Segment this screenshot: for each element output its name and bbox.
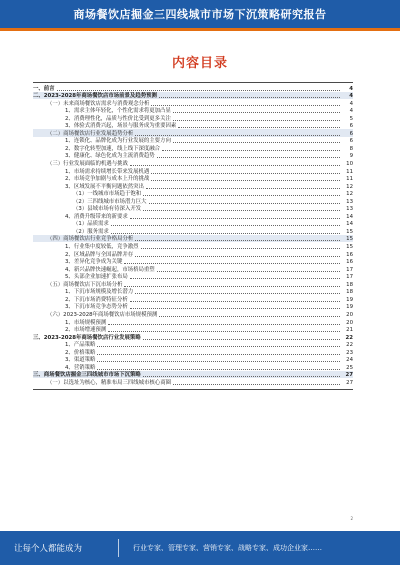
toc-entry[interactable] [33,175,353,183]
toc-entry-title: 2、下沉市场消费特征分析 [65,296,128,303]
toc-leader-dots [143,209,340,211]
toc-leader-dots [151,179,340,181]
toc-entry-page: 25 [346,364,353,371]
toc-entry-page: 9 [349,153,353,160]
toc-entry-page: 4 [349,85,353,92]
toc-leader-dots [97,345,340,347]
toc-entry-page: 16 [346,259,353,266]
toc-leader-dots [130,217,340,219]
toc-entry-title: 二、2023-2028年商场餐饮店市场前景及趋势预测 [33,93,157,100]
toc-entry-title: （1）品质需求 [73,221,109,228]
toc-leader-dots [135,255,340,257]
toc-entry-page: 27 [345,372,353,379]
toc-entry-page: 12 [346,183,353,190]
toc-entry-page: 6 [349,130,353,137]
toc-entry[interactable] [33,122,353,130]
toc-entry-page: 15 [346,244,353,251]
footer-divider [118,539,119,557]
toc-leader-dots [162,149,340,151]
toc-entry[interactable] [33,318,353,326]
toc-entry-title: 3、区域发展不平衡问题依然突出 [65,183,144,190]
toc-entry-page: 17 [346,266,353,273]
toc-entry[interactable] [33,220,353,228]
toc-leader-dots [173,383,340,385]
toc-entry-page: 13 [346,198,353,205]
footer-slogan: 让每个人都能成为 [14,544,83,554]
toc-entry-title: 3、差异化竞争成为关键 [65,259,123,266]
toc-entry[interactable] [33,129,353,137]
toc-entry[interactable] [33,250,353,258]
toc-entry[interactable] [33,235,353,243]
toc-entry-title: 2、消费理性化，品质与性价比受到更多关注 [65,115,171,122]
toc-entry-title: （二）商场餐饮店行业发展趋势分析 [47,130,134,137]
toc-entry[interactable] [33,378,353,386]
toc-entry-page: 12 [346,191,353,198]
toc-entry-title: 1、行业集中度较低，竞争激烈 [65,244,139,251]
toc-leader-dots [97,353,340,355]
toc-entry[interactable] [33,303,353,311]
page-heading: 内容目录 [171,56,228,71]
toc-entry-page: 4 [349,108,353,115]
toc-entry-page: 15 [346,228,353,235]
toc-entry-page: 27 [346,379,353,386]
toc-leader-dots [173,141,340,143]
footer-bar [0,531,400,565]
toc-entry-title: （三）行业发展面临的机遇与挑战 [47,161,128,168]
toc-leader-dots [143,194,340,196]
toc-leader-dots [130,277,340,279]
toc-entry-title: （2）服务需求 [73,228,109,235]
toc-leader-dots [159,315,340,317]
toc-bottom-rule [33,389,353,390]
toc-entry-page: 22 [346,342,353,349]
toc-entry-page: 22 [345,334,353,341]
toc-entry[interactable] [33,348,353,356]
toc-entry[interactable] [33,84,353,92]
toc-leader-dots [111,232,340,234]
toc-entry-page: 24 [346,357,353,364]
toc-leader-dots [124,262,340,264]
toc-entry-page: 23 [346,349,353,356]
toc-leader-dots [124,285,340,287]
toc-entry-page: 6 [349,138,353,145]
toc-entry-page: 20 [346,311,353,318]
toc-entry-title: 1、连锁化、品牌化成为行业发展的主要方向 [65,138,171,145]
toc-entry[interactable] [33,242,353,250]
toc-leader-dots [151,172,340,174]
toc-entry-title: 一、前言 [33,85,55,92]
toc-entry[interactable] [33,363,353,371]
toc-entry-page: 15 [346,236,353,243]
toc-entry[interactable] [33,295,353,303]
toc-entry-title: （六）2023-2028年商场餐饮店市场规模预测 [47,311,158,318]
toc-entry[interactable] [33,197,353,205]
toc-leader-dots [135,134,340,136]
toc-entry-page: 16 [346,251,353,258]
toc-entry-title: 三、商场餐饮店掘金三四线城市市场下沉策略 [33,372,141,379]
report-title: 商场餐饮店掘金三四线城市市场下沉策略研究报告 [73,8,327,21]
toc-entry-title: 5、头部企业加速扩张布局 [65,274,128,281]
toc-entry[interactable] [33,273,353,281]
toc-leader-dots [178,126,340,128]
toc-entry-title: （1）一线城市市场趋于饱和 [73,191,142,198]
toc-entry[interactable] [33,114,353,122]
toc-leader-dots [135,239,340,241]
toc-entry-title: 1、产品策略 [65,342,96,349]
toc-entry-title: （3）县域市场有待深入开发 [73,206,142,213]
toc-entry-page: 18 [346,289,353,296]
footer-tagline: 行业专家、管理专家、营销专家、战略专家、成功企业家…… [133,544,322,552]
toc-entry[interactable] [33,205,353,213]
toc-leader-dots [57,89,340,91]
toc-entry-page: 19 [346,296,353,303]
toc-entry-page: 5 [349,115,353,122]
toc-leader-dots [173,119,340,121]
toc-entry-title: 2、价格策略 [65,349,96,356]
toc-entry-title: 3、渠道策略 [65,357,96,364]
toc-leader-dots [141,247,340,249]
toc-entry-page: 11 [346,168,353,175]
toc-leader-dots [149,202,340,204]
toc-entry-title: 4、新兴品牌快速崛起，市场格局重塑 [65,266,155,273]
toc-entry-title: 2、市场竞争加剧与成本上升的挑战 [65,176,150,183]
toc-entry[interactable] [33,258,353,266]
toc-entry[interactable] [33,326,353,334]
toc-entry-page: 11 [346,176,353,183]
toc-entry-title: （五）商场餐饮店下沉市场分析 [47,281,123,288]
toc-leader-dots [173,111,340,113]
toc-entry[interactable] [33,333,353,341]
toc-entry-page: 18 [346,281,353,288]
toc-leader-dots [151,104,340,106]
toc-leader-dots [159,96,340,98]
toc-leader-dots [108,330,340,332]
toc-leader-dots [111,224,340,226]
toc-entry-title: 4、营销策略 [65,364,96,371]
toc-entry-title: 2、区域品牌与全国品牌并存 [65,251,134,258]
toc-leader-dots [108,323,340,325]
toc-entry[interactable] [33,107,353,115]
toc-entry-title: 3、下沉市场竞争态势分析 [65,304,128,311]
toc-leader-dots [157,156,340,158]
toc-entry-title: （一）未来商场餐饮店需求与消费观念分析 [47,100,150,107]
toc-entry-title: 1、下沉市场规模及增长潜力 [65,289,134,296]
toc-entry[interactable] [33,182,353,190]
toc-entry[interactable] [33,99,353,107]
toc-entry-page: 8 [349,145,353,152]
toc-entry-title: 4、消费升级带来的新要求 [65,213,128,220]
toc-entry-page: 14 [346,213,353,220]
toc-entry[interactable] [33,356,353,364]
toc-entry-title: （四）商场餐饮店行业竞争格局分析 [47,236,134,243]
toc-entry[interactable] [33,265,353,273]
toc-entry-page: 14 [346,221,353,228]
toc-entry[interactable] [33,92,353,100]
toc-leader-dots [143,338,340,340]
toc-leader-dots [143,375,340,377]
toc-entry[interactable] [33,227,353,235]
toc-entry-title: （一）以选址为核心，精准布局三四线城市核心商圈 [47,379,171,386]
toc-entry[interactable] [33,137,353,145]
toc-entry-title: 1、需求主体年轻化，个性化需求将更加凸显 [65,108,171,115]
toc-entry[interactable] [33,288,353,296]
toc-leader-dots [97,368,340,370]
toc-entry-title: 1、市场规模预测 [65,319,107,326]
toc-entry[interactable] [33,341,353,349]
toc-entry-page: 13 [346,206,353,213]
toc-entry-page: 4 [349,100,353,107]
toc-entry[interactable] [33,310,353,318]
toc-leader-dots [130,300,340,302]
table-of-contents [33,84,353,386]
toc-entry[interactable] [33,167,353,175]
toc-entry[interactable] [33,190,353,198]
toc-entry[interactable] [33,152,353,160]
page-number: 2 [350,516,353,521]
toc-entry-page: 21 [346,327,353,334]
toc-entry-title: 3、体验式消费兴起，场景与服务成为重要因素 [65,123,177,130]
toc-entry-title: 三、2023-2028年商场餐饮店行业发展策略 [33,334,141,341]
toc-entry-title: 2、市场增速预测 [65,327,107,334]
toc-entry-title: 2、数字化转型加速，线上线下深度融合 [65,145,161,152]
toc-top-rule [33,82,353,83]
toc-entry-title: 1、市场需求持续增长带来发展机遇 [65,168,150,175]
toc-entry[interactable] [33,212,353,220]
toc-entry-title: 3、健康化、绿色化成为主流消费趋势 [65,153,155,160]
toc-entry[interactable] [33,144,353,152]
toc-entry-page: 20 [346,319,353,326]
toc-leader-dots [135,292,340,294]
toc-entry-page: 10 [346,161,353,168]
report-header-bar [0,0,400,31]
toc-leader-dots [130,307,340,309]
toc-leader-dots [157,270,340,272]
toc-leader-dots [97,360,340,362]
toc-entry-page: 4 [349,93,353,100]
toc-entry-page: 6 [349,123,353,130]
toc-entry[interactable] [33,371,353,379]
toc-entry[interactable] [33,280,353,288]
toc-entry[interactable] [33,159,353,167]
toc-entry-page: 17 [346,274,353,281]
toc-leader-dots [130,164,340,166]
toc-entry-title: （2）三四线城市市场潜力巨大 [73,198,147,205]
toc-entry-page: 19 [346,304,353,311]
toc-leader-dots [146,187,340,189]
